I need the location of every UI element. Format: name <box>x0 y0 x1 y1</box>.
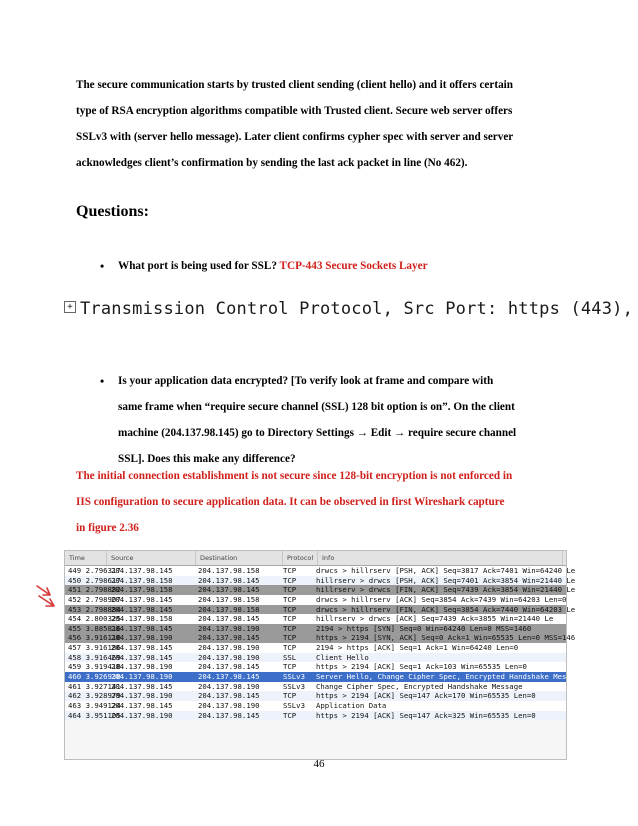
cell-source: 204.137.98.145 <box>111 623 173 633</box>
cell-protocol: SSLv3 <box>283 681 305 691</box>
cell-destination: 204.137.98.145 <box>198 614 260 624</box>
cell-info: hillrserv > drwcs [PSH, ACK] Seq=7401 Ack=3854 Win=21440 Le <box>316 575 576 585</box>
cell-source: 204.137.98.158 <box>111 575 173 585</box>
answer-line: in figure 2.36 <box>76 522 139 534</box>
table-row[interactable] <box>65 662 566 672</box>
table-row[interactable] <box>65 575 576 586</box>
cell-time: 449 2.796317 <box>68 566 121 575</box>
table-row[interactable] <box>65 711 566 721</box>
cell-info: drwcs > hillrserv [FIN, ACK] Seq=3854 Ack=7440 Win=64203 Le <box>316 604 576 614</box>
question-1-line <box>118 253 428 279</box>
cell-info: https > 2194 [ACK] Seq=147 Ack=170 Win=65535 Len=0 <box>316 691 536 701</box>
question-2-text <box>118 368 516 472</box>
cell-info: 2194 > https [ACK] Seq=1 Ack=1 Win=64240 Len=0 <box>316 643 519 653</box>
cell-protocol: TCP <box>283 604 297 614</box>
cell-destination: 204.137.98.145 <box>198 662 260 672</box>
cell-protocol: TCP <box>283 710 297 720</box>
cell-destination: 204.137.98.158 <box>198 566 260 575</box>
cell-info: https > 2194 [SYN, ACK] Seq=0 Ack=1 Win=65535 Len=0 MSS=146 <box>316 633 576 643</box>
answer-line: IIS configuration to secure application data. It can be observed in first Wireshark capture <box>76 496 505 508</box>
table-row[interactable] <box>65 682 566 692</box>
cell-time: 455 3.885816 <box>68 623 121 633</box>
cell-destination: 204.137.98.190 <box>198 700 260 710</box>
table-row[interactable] <box>65 672 584 682</box>
cell-info: Change Cipher Spec, Encrypted Handshake Message <box>316 681 523 691</box>
cell-protocol: TCP <box>283 575 297 585</box>
question-1-answer: TCP-443 Secure Sockets Layer <box>279 260 428 272</box>
table-row[interactable] <box>65 691 566 701</box>
table-row[interactable] <box>65 595 566 605</box>
table-row[interactable] <box>65 566 576 576</box>
expand-icon: + <box>64 301 76 313</box>
cell-time: 452 2.798907 <box>68 594 121 604</box>
cell-source: 204.137.98.158 <box>111 585 173 595</box>
table-row[interactable] <box>65 633 576 643</box>
cell-info: Application Data <box>316 700 387 710</box>
cell-source: 204.137.98.158 <box>111 614 173 624</box>
intro-line: The secure communication starts by trusted client sending (client hello) and it offers certain <box>76 79 513 91</box>
cell-time: 456 3.916110 <box>68 633 121 643</box>
cell-destination: 204.137.98.145 <box>198 585 260 595</box>
tcp-detail-text: Transmission Control Protocol, Src Port: https (443), <box>80 299 634 319</box>
cell-info: https > 2194 [ACK] Seq=147 Ack=325 Win=65535 Len=0 <box>316 710 536 720</box>
column-header-protocol[interactable]: Protocol <box>283 551 318 565</box>
table-row[interactable] <box>65 701 566 711</box>
cell-destination: 204.137.98.145 <box>198 575 260 585</box>
cell-source: 204.137.98.190 <box>111 672 173 682</box>
table-row[interactable] <box>65 653 566 663</box>
cell-source: 204.137.98.145 <box>111 700 173 710</box>
cell-info: Client Hello <box>316 652 369 662</box>
cell-info: drwcs > hillrserv [PSH, ACK] Seq=3817 Ack=7401 Win=64240 Le <box>316 566 576 575</box>
cell-time: 464 3.951105 <box>68 710 121 720</box>
cell-source: 204.137.98.145 <box>111 643 173 653</box>
cell-protocol: TCP <box>283 614 297 624</box>
cell-source: 204.137.98.190 <box>111 691 173 701</box>
cell-time: 453 2.798884 <box>68 604 121 614</box>
cell-time: 463 3.949124 <box>68 700 121 710</box>
cell-time: 462 3.928979 <box>68 691 121 701</box>
cell-protocol: TCP <box>283 662 297 672</box>
table-row[interactable] <box>65 585 576 595</box>
cell-info: Server Hello, Change Cipher Spec, Encrypted Handshake Message <box>316 672 584 682</box>
cell-source: 204.137.98.190 <box>111 633 173 643</box>
cell-source: 204.137.98.145 <box>111 566 173 575</box>
cell-info: https > 2194 [ACK] Seq=1 Ack=103 Win=65535 Len=0 <box>316 662 527 672</box>
answer-line: The initial connection establishment is not secure since 128-bit encryption is not enforced in <box>76 470 513 482</box>
wireshark-capture <box>64 550 584 760</box>
cell-destination: 204.137.98.190 <box>198 681 260 691</box>
question-1-text: What port is being used for SSL? <box>118 260 277 272</box>
column-header-destination[interactable]: Destination <box>196 551 283 565</box>
cell-destination: 204.137.98.190 <box>198 643 260 653</box>
cell-destination: 204.137.98.145 <box>198 710 260 720</box>
answer-paragraph <box>76 463 576 541</box>
cell-time: 454 2.800325 <box>68 614 121 624</box>
cell-time: 460 3.926938 <box>68 672 121 682</box>
intro-line: acknowledges client’s confirmation by sending the last ack packet in line (No 462). <box>76 157 468 169</box>
table-row[interactable] <box>65 614 566 624</box>
column-header-source[interactable]: Source <box>107 551 196 565</box>
capture-rows <box>65 566 584 720</box>
arrow-annotation-icon <box>34 582 64 614</box>
cell-protocol: SSLv3 <box>283 700 305 710</box>
cell-protocol: TCP <box>283 691 297 701</box>
question-2-line: machine (204.137.98.145) go to Directory Settings → Edit → require secure channel <box>118 427 517 439</box>
page-number: 46 <box>313 758 325 770</box>
cell-destination: 204.137.98.145 <box>198 672 260 682</box>
cell-time: 459 3.919418 <box>68 662 121 672</box>
bullet-icon: • <box>100 259 105 273</box>
cell-info: 2194 > https [SYN] Seq=0 Win=64240 Len=0 MSS=1460 <box>316 623 532 633</box>
cell-destination: 204.137.98.158 <box>198 594 260 604</box>
cell-source: 204.137.98.190 <box>111 662 173 672</box>
tcp-detail-line <box>64 299 633 319</box>
cell-source: 204.137.98.145 <box>111 594 173 604</box>
cell-destination: 204.137.98.190 <box>198 623 260 633</box>
cell-source: 204.137.98.190 <box>111 710 173 720</box>
question-2-line: Is your application data encrypted? [To verify look at frame and compare with <box>118 375 494 387</box>
cell-protocol: TCP <box>283 594 297 604</box>
intro-line: SSLv3 with (server hello message). Later client confirms cypher spec with server and server <box>76 131 514 143</box>
cell-time: 451 2.798882 <box>68 585 121 595</box>
table-row[interactable] <box>65 624 566 634</box>
cell-time: 458 3.916469 <box>68 652 121 662</box>
questions-heading: Questions: <box>76 203 149 220</box>
cell-protocol: TCP <box>283 585 297 595</box>
column-header-time[interactable]: Time <box>65 551 107 565</box>
question-2-line: same frame when “require secure channel (SSL) 128 bit option is on”. On the client <box>118 401 515 413</box>
cell-protocol: TCP <box>283 633 297 643</box>
table-row[interactable] <box>65 604 576 615</box>
table-row[interactable] <box>65 643 566 653</box>
capture-header <box>65 551 566 566</box>
cell-protocol: TCP <box>283 643 297 653</box>
cell-protocol: SSLv3 <box>283 672 305 682</box>
intro-line: type of RSA encryption algorithms compatible with Trusted client. Secure web server offers <box>76 105 513 117</box>
cell-protocol: TCP <box>283 566 297 575</box>
cell-protocol: TCP <box>283 623 297 633</box>
cell-source: 204.137.98.145 <box>111 604 173 614</box>
cell-destination: 204.137.98.145 <box>198 633 260 643</box>
cell-time: 461 3.927141 <box>68 681 121 691</box>
cell-time: 450 2.798617 <box>68 575 121 585</box>
cell-time: 457 3.916186 <box>68 643 121 653</box>
cell-destination: 204.137.98.158 <box>198 604 260 614</box>
intro-paragraph <box>76 72 566 176</box>
cell-destination: 204.137.98.190 <box>198 652 260 662</box>
question-2-line: SSL]. Does this make any difference? <box>118 453 296 465</box>
cell-source: 204.137.98.145 <box>111 681 173 691</box>
cell-info: hillrserv > drwcs [ACK] Seq=7439 Ack=3855 Win=21440 Le <box>316 614 554 624</box>
column-header-info[interactable]: Info <box>318 551 563 565</box>
cell-destination: 204.137.98.145 <box>198 691 260 701</box>
cell-info: drwcs > hillrserv [ACK] Seq=3854 Ack=7439 Win=64203 Len=0 <box>316 594 567 604</box>
cell-protocol: SSL <box>283 652 297 662</box>
bullet-icon: • <box>100 374 105 388</box>
cell-source: 204.137.98.145 <box>111 652 173 662</box>
cell-info: hillrserv > drwcs [FIN, ACK] Seq=7439 Ack=3854 Win=21440 Le <box>316 585 576 595</box>
